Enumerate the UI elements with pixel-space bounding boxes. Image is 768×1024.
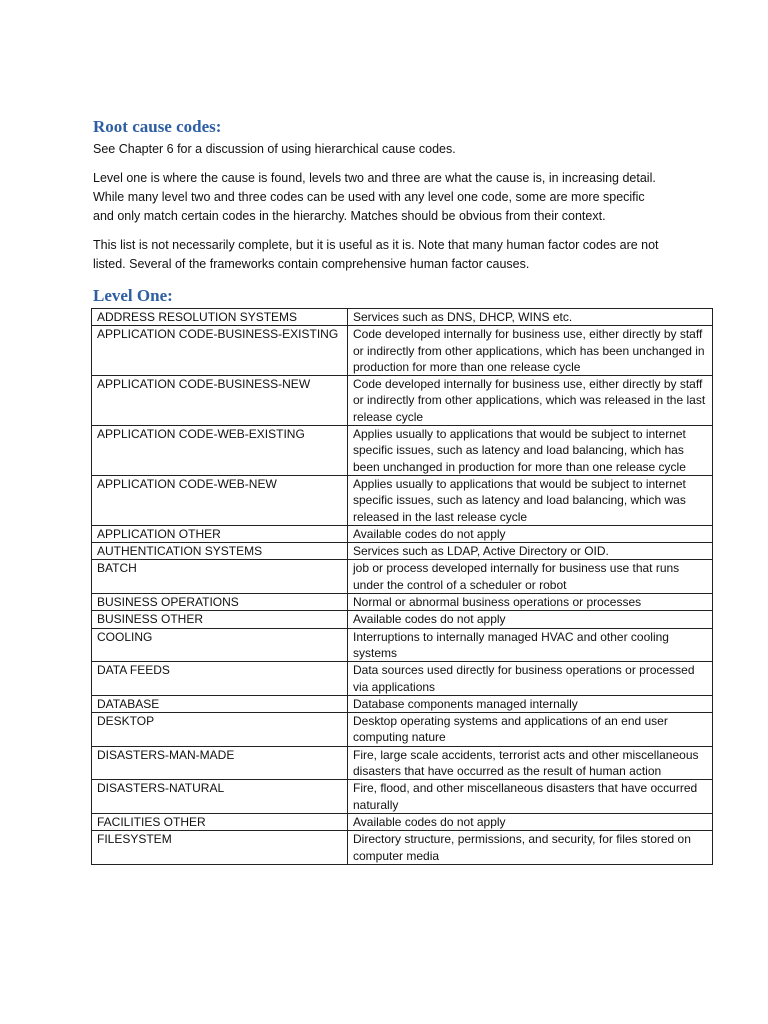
description-cell: Available codes do not apply (348, 611, 713, 628)
description-cell: Applies usually to applications that would be subject to internet specific issues, such as latency and load balancing, which was released in the last release cycle (348, 475, 713, 525)
code-cell: DISASTERS-MAN-MADE (92, 746, 348, 780)
table-row (92, 426, 713, 476)
code-cell: DESKTOP (92, 713, 348, 747)
description-cell: Normal or abnormal business operations or processes (348, 594, 713, 611)
description-cell: Applies usually to applications that would be subject to internet specific issues, such as latency and load balancing, which has been unchanged in production for more than one release cycle (348, 426, 713, 476)
table-row (92, 813, 713, 830)
description-cell: Fire, large scale accidents, terrorist acts and other miscellaneous disasters that have occurred as the result of human action (348, 746, 713, 780)
description-cell: Code developed internally for business use, either directly by staff or indirectly from other applications, which was released in the last release cycle (348, 376, 713, 426)
code-cell: DISASTERS-NATURAL (92, 780, 348, 814)
description-cell: Services such as LDAP, Active Directory or OID. (348, 543, 713, 560)
description-cell: Interruptions to internally managed HVAC and other cooling systems (348, 628, 713, 662)
table-row (92, 309, 713, 326)
table-row (92, 475, 713, 525)
description-cell: Available codes do not apply (348, 525, 713, 542)
table-row (92, 746, 713, 780)
description-cell: Database components managed internally (348, 695, 713, 712)
code-cell: APPLICATION CODE-BUSINESS-EXISTING (92, 326, 348, 376)
code-cell: FACILITIES OTHER (92, 813, 348, 830)
levels-paragraph: Level one is where the cause is found, levels two and three are what the cause is, in increasing detail. While many level two and three codes can be used with any level one code, some are more specific and only match certain codes in the hierarchy. Matches should be obvious from their context. (93, 171, 656, 223)
code-cell: FILESYSTEM (92, 831, 348, 865)
description-cell: job or process developed internally for business use that runs under the control of a scheduler or robot (348, 560, 713, 594)
intro-paragraph: See Chapter 6 for a discussion of using hierarchical cause codes. (93, 142, 456, 156)
table-row (92, 594, 713, 611)
code-cell: DATA FEEDS (92, 662, 348, 696)
code-cell: AUTHENTICATION SYSTEMS (92, 543, 348, 560)
table-row (92, 695, 713, 712)
code-cell: COOLING (92, 628, 348, 662)
table-row (92, 713, 713, 747)
code-cell: APPLICATION CODE-WEB-EXISTING (92, 426, 348, 476)
code-cell: APPLICATION CODE-WEB-NEW (92, 475, 348, 525)
table-row (92, 326, 713, 376)
code-cell: ADDRESS RESOLUTION SYSTEMS (92, 309, 348, 326)
description-cell: Directory structure, permissions, and security, for files stored on computer media (348, 831, 713, 865)
document-page (93, 116, 713, 865)
description-cell: Available codes do not apply (348, 813, 713, 830)
table-row (92, 376, 713, 426)
table-row (92, 780, 713, 814)
root-cause-codes-table (91, 308, 713, 865)
table-row (92, 525, 713, 542)
code-cell: BUSINESS OPERATIONS (92, 594, 348, 611)
code-cell: BATCH (92, 560, 348, 594)
description-cell: Data sources used directly for business operations or processed via applications (348, 662, 713, 696)
code-cell: APPLICATION OTHER (92, 525, 348, 542)
description-cell: Code developed internally for business use, either directly by staff or indirectly from other applications, which has been unchanged in production for more than one release cycle (348, 326, 713, 376)
list-note-paragraph: This list is not necessarily complete, but it is useful as it is. Note that many human factor codes are not listed. Several of the frameworks contain comprehensive human factor causes. (93, 238, 659, 271)
description-cell: Fire, flood, and other miscellaneous disasters that have occurred naturally (348, 780, 713, 814)
description-cell: Desktop operating systems and applications of an end user computing nature (348, 713, 713, 747)
code-cell: DATABASE (92, 695, 348, 712)
table-row (92, 831, 713, 865)
description-cell: Services such as DNS, DHCP, WINS etc. (348, 309, 713, 326)
table-row (92, 628, 713, 662)
page-title: Root cause codes: (93, 117, 222, 136)
code-cell: BUSINESS OTHER (92, 611, 348, 628)
code-cell: APPLICATION CODE-BUSINESS-NEW (92, 376, 348, 426)
table-row (92, 543, 713, 560)
level-one-heading: Level One: (93, 286, 173, 305)
table-row (92, 560, 713, 594)
table-row (92, 662, 713, 696)
table-body (92, 309, 713, 865)
table-row (92, 611, 713, 628)
